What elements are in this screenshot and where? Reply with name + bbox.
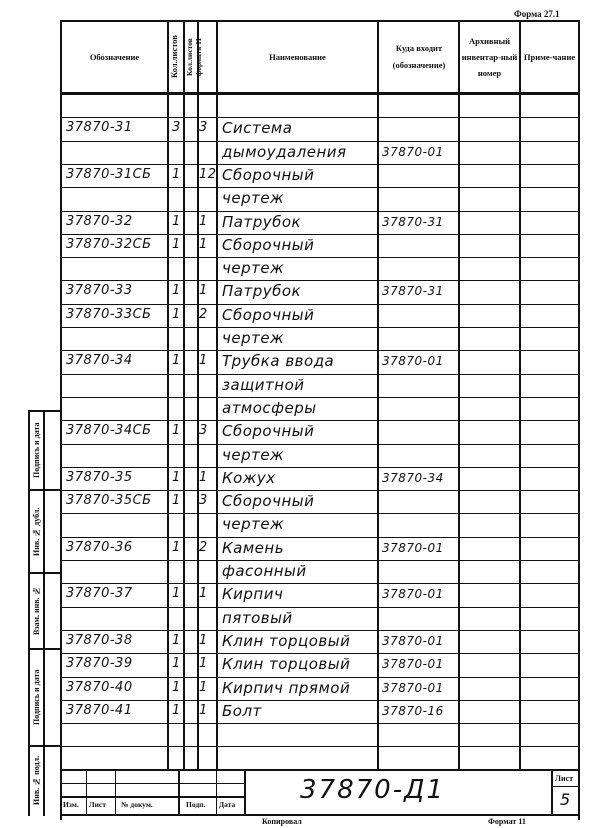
- row-name: чертеж: [222, 329, 285, 347]
- row-name: пятовый: [222, 608, 293, 627]
- row-divider: [60, 444, 580, 445]
- stamp-v4: [216, 769, 217, 814]
- row-divider: [60, 234, 580, 235]
- row-format11: 2: [199, 539, 208, 555]
- row-designation: 37870-32СБ: [66, 236, 152, 252]
- col-line-6: [458, 20, 460, 770]
- row-format11: 1: [199, 632, 208, 648]
- row-divider: [60, 257, 580, 258]
- row-divider: [60, 164, 580, 165]
- row-divider: [60, 653, 580, 654]
- row-designation: 37870-34СБ: [66, 423, 152, 439]
- row-format11: 1: [199, 702, 208, 718]
- row-name: фасонный: [222, 562, 307, 580]
- row-divider: [60, 537, 580, 538]
- side-label-inv-orig: Инв. № подл.: [32, 755, 41, 806]
- header-note: Приме-чание: [523, 52, 576, 62]
- row-name: Сборочный: [222, 165, 315, 184]
- row-where-used: 37870-34: [382, 470, 444, 485]
- row-designation: 37870-39: [66, 656, 133, 672]
- row-designation: 37870-34: [66, 353, 133, 369]
- row-format11: 1: [199, 679, 208, 695]
- header-where-used: Куда входит (обозначение): [392, 43, 446, 70]
- row-divider: [60, 187, 580, 188]
- row-sheets: 1: [172, 493, 181, 509]
- row-sheets: 1: [172, 469, 181, 485]
- row-sheets: 1: [172, 306, 181, 322]
- stamp-sheet-number: 5: [560, 790, 571, 809]
- row-where-used: 37870-01: [382, 633, 444, 648]
- row-where-used: 37870-01: [382, 587, 444, 602]
- row-designation: 37870-35СБ: [66, 493, 152, 509]
- stamp-data: Дата: [219, 800, 236, 809]
- row-name: Кирпич: [222, 585, 284, 604]
- row-name: Клин торцовый: [222, 631, 351, 650]
- row-where-used: 37870-01: [382, 680, 444, 695]
- row-name: чертеж: [222, 515, 285, 534]
- row-designation: 37870-31СБ: [66, 166, 152, 182]
- row-format11: 3: [199, 493, 208, 509]
- row-divider: [60, 94, 580, 95]
- row-sheets: 3: [172, 120, 181, 136]
- row-sheets: 1: [172, 656, 181, 672]
- row-divider: [60, 397, 580, 398]
- row-name: дымоудаления: [222, 142, 347, 161]
- row-divider: [60, 677, 580, 678]
- row-divider: [60, 607, 580, 608]
- header-archive: Архивный инвентар-ный номер: [461, 36, 518, 78]
- stamp-v5: [244, 769, 246, 814]
- col-line-4: [216, 20, 218, 770]
- row-format11: 1: [199, 656, 208, 672]
- col-line-5: [377, 20, 379, 770]
- row-designation: 37870-37: [66, 586, 133, 602]
- row-name: чертеж: [222, 189, 285, 208]
- stamp-doc-no: № докум.: [121, 800, 153, 809]
- row-divider: [60, 374, 580, 375]
- col-line-2: [183, 20, 185, 770]
- row-sheets: 1: [172, 166, 181, 182]
- row-name: Патрубок: [222, 212, 302, 231]
- row-designation: 37870-36: [66, 539, 133, 555]
- stamp-v3: [178, 769, 180, 814]
- row-name: защитной: [222, 375, 305, 394]
- stamp-sheet-label: Лист: [555, 774, 574, 783]
- row-where-used: 37870-16: [382, 703, 444, 718]
- row-divider: [60, 141, 580, 142]
- row-sheets: 1: [172, 353, 181, 369]
- row-designation: 37870-35: [66, 469, 133, 485]
- row-divider: [60, 513, 580, 514]
- row-divider: [60, 211, 580, 212]
- row-name: чертеж: [222, 259, 285, 278]
- row-sheets: 1: [172, 213, 181, 229]
- col-line-7: [519, 20, 521, 770]
- row-designation: 37870-31: [66, 120, 133, 136]
- side-label-sig-date-1: Подпись и дата: [32, 422, 41, 479]
- row-designation: 37870-33СБ: [66, 306, 152, 322]
- row-name: атмосферы: [222, 398, 317, 417]
- row-divider: [60, 583, 580, 584]
- stamp-izm: Изм.: [63, 800, 79, 809]
- row-divider: [60, 350, 580, 351]
- row-name: Кожух: [222, 468, 276, 487]
- row-divider: [60, 630, 580, 631]
- row-designation: 37870-33: [66, 283, 133, 299]
- row-name: Камень: [222, 538, 285, 557]
- row-name: Сборочный: [222, 235, 315, 254]
- row-sheets: 1: [172, 423, 181, 439]
- row-name: Система: [222, 119, 293, 138]
- row-designation: 37870-41: [66, 702, 133, 718]
- header-sheets: Кол.листов: [169, 35, 179, 79]
- stamp-list: Лист: [89, 800, 106, 809]
- row-format11: 12: [199, 166, 217, 182]
- document-code: 37870-Д1: [300, 775, 445, 805]
- row-divider: [60, 327, 580, 328]
- row-sheets: 1: [172, 283, 181, 299]
- row-designation: 37870-40: [66, 679, 133, 695]
- row-sheets: 1: [172, 586, 181, 602]
- row-designation: 37870-38: [66, 632, 133, 648]
- row-where-used: 37870-01: [382, 657, 444, 672]
- row-divider: [60, 723, 580, 724]
- row-name: Сборочный: [222, 492, 315, 511]
- footer-format: Формат 11: [488, 817, 526, 826]
- row-name: Сборочный: [222, 422, 315, 441]
- row-divider: [60, 420, 580, 421]
- row-format11: 1: [199, 283, 208, 299]
- frame-bottom: [60, 814, 580, 816]
- form-label: Форма 27.1: [514, 9, 560, 19]
- row-divider: [60, 280, 580, 281]
- row-where-used: 37870-01: [382, 354, 444, 369]
- header-format11: Кол.листов формата 11: [185, 37, 203, 77]
- row-divider: [60, 304, 580, 305]
- row-format11: 1: [199, 353, 208, 369]
- row-sheets: 1: [172, 236, 181, 252]
- row-name: Трубка ввода: [222, 352, 335, 371]
- stamp-podp: Подп.: [186, 800, 206, 809]
- side-label-vzam-inv: Взам. инв. №: [32, 586, 41, 636]
- row-divider: [60, 490, 580, 491]
- stamp-v1: [86, 769, 87, 814]
- side-strip-mid: [43, 410, 45, 816]
- row-sheets: 1: [172, 679, 181, 695]
- row-name: Болт: [222, 701, 262, 720]
- side-label-inv-dupl: Инв. № дубл.: [32, 507, 41, 556]
- row-format11: 3: [199, 120, 208, 136]
- stamp-v2: [115, 769, 116, 814]
- row-name: Кирпич прямой: [222, 678, 351, 697]
- row-name: Сборочный: [222, 305, 315, 324]
- row-format11: 1: [199, 236, 208, 252]
- row-sheets: 1: [172, 702, 181, 718]
- row-divider: [60, 746, 580, 747]
- row-name: Клин торцовый: [222, 655, 351, 674]
- row-format11: 1: [199, 586, 208, 602]
- row-where-used: 37870-31: [382, 284, 444, 299]
- row-format11: 3: [199, 423, 208, 439]
- side-label-sig-date-2: Подпись и дата: [32, 669, 41, 726]
- row-format11: 1: [199, 213, 208, 229]
- row-format11: 2: [199, 306, 208, 322]
- row-divider: [60, 560, 580, 561]
- row-sheets: 1: [172, 539, 181, 555]
- row-name: чертеж: [222, 445, 285, 464]
- row-where-used: 37870-01: [382, 540, 444, 555]
- row-name: Патрубок: [222, 282, 302, 301]
- stamp-v6: [551, 769, 553, 814]
- col-line-1: [167, 20, 169, 770]
- stamp-top: [60, 769, 580, 771]
- row-designation: 37870-32: [66, 213, 133, 229]
- header-name: Наименование: [269, 51, 326, 62]
- row-where-used: 37870-01: [382, 144, 444, 159]
- row-divider: [60, 467, 580, 468]
- footer-copied: Копировал: [262, 817, 302, 826]
- stamp-sheet-div: [551, 786, 580, 787]
- row-sheets: 1: [172, 632, 181, 648]
- row-divider: [60, 117, 580, 118]
- row-format11: 1: [199, 469, 208, 485]
- row-divider: [60, 700, 580, 701]
- header-designation: Обозначение: [89, 51, 140, 62]
- row-where-used: 37870-31: [382, 214, 444, 229]
